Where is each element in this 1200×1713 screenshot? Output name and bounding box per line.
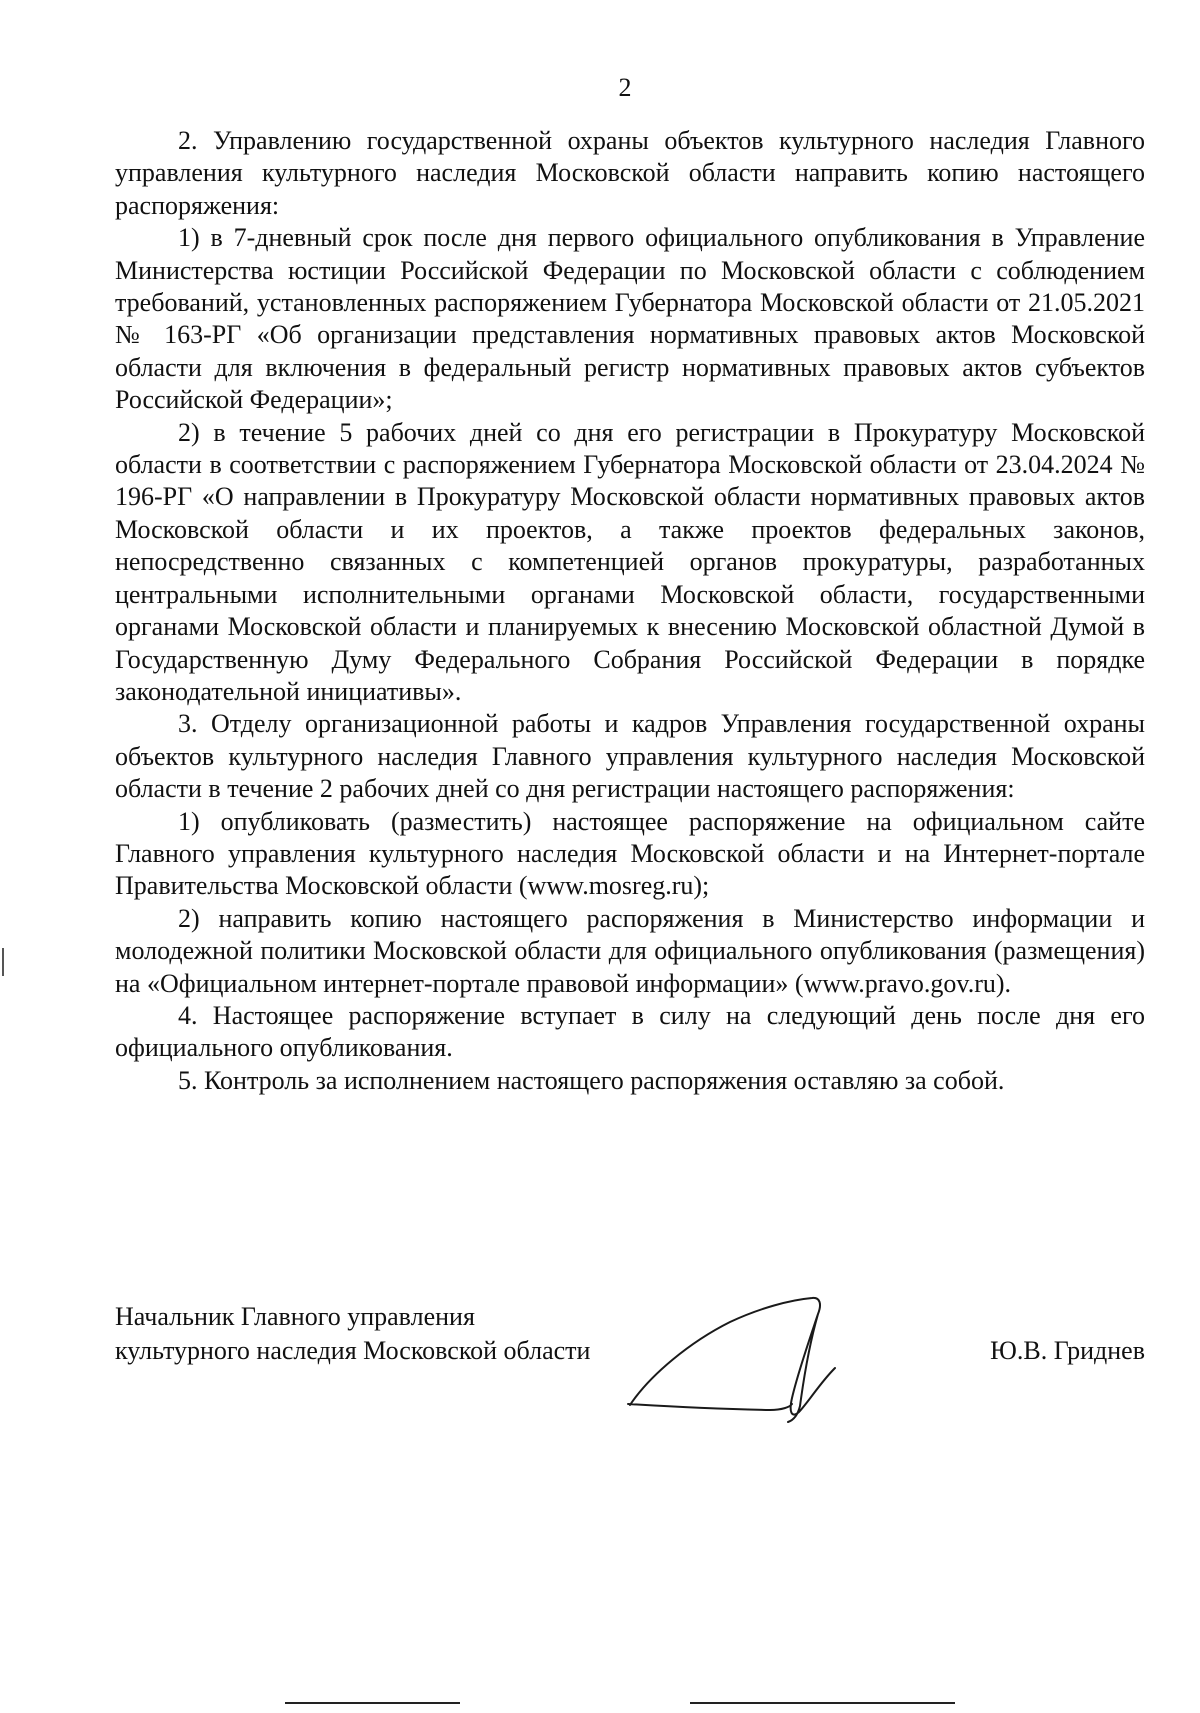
paragraph-3: 3. Отделу организационной работы и кадров Управления государственной охраны объектов культурного наследия Главного управления культурного наследия Московской области в течение 2 рабочих дней со дня регистрации настоящего распоряжения: [115, 709, 1145, 804]
signatory-position [115, 1300, 590, 1368]
signatory-position-line-2: культурного наследия Московской области [115, 1336, 591, 1365]
paragraph-4: 4. Настоящее распоряжение вступает в силу на следующий день после дня его официального опубликования. [115, 1000, 1145, 1063]
signatory-position-line-1: Начальник Главного управления [115, 1302, 475, 1331]
scan-margin-mark [2, 948, 4, 976]
paragraph-3-1: 1) опубликовать (разместить) настоящее распоряжение на официальном сайте Главного управления культурного наследия Московской области и на Интернет-портале Правительства Московской области (www.mosreg.ru); [115, 806, 1145, 901]
page-number: 2 [618, 73, 632, 102]
signatory-name: Ю.В. Гриднев [990, 1336, 1145, 1365]
paragraph-2-2: 2) в течение 5 рабочих дней со дня его регистрации в Прокуратуру Московской области в соответствии с распоряжением Губернатора Московской области от 23.04.2024 № 196-РГ «О направлении в Прокуратуру Московской области нормативных правовых актов Московской области и их проектов, а также проектов федеральных законов, непосредственно связанных с компетенцией органов прокуратуры, разработанных центральными исполнительными органами Московской области, государственными органами Московской области и планируемых к внесению Московской областной Думой в Государственную Думу Федерального Собрания Российской Федерации в порядке законодательной инициативы». [115, 417, 1145, 706]
paragraph-5: 5. Контроль за исполнением настоящего распоряжения оставляю за собой. [178, 1065, 1005, 1095]
paragraph-2-1: 1) в 7-дневный срок после дня первого официального опубликования в Управление Министерства юстиции Российской Федерации по Московской области с соблюдением требований, установленных распоряжением Губернатора Московской области от 21.05.2021 № 163-РГ «Об организации представления нормативных правовых актов Московской области для включения в федеральный регистр нормативных правовых актов субъектов Российской Федерации»; [115, 223, 1145, 415]
scan-bottom-line-right [690, 1702, 955, 1704]
paragraph-2: 2. Управлению государственной охраны объектов культурного наследия Главного управления культурного наследия Московской области направить копию настоящего распоряжения: [115, 126, 1145, 220]
handwritten-signature [620, 1280, 880, 1435]
paragraph-3-2: 2) направить копию настоящего распоряжения в Министерство информации и молодежной политики Московской области для официального опубликования (размещения) на «Официальном интернет-портале правовой информации» (www.pravo.gov.ru). [115, 903, 1145, 998]
scan-bottom-line-left [285, 1702, 460, 1704]
document-body [115, 125, 1145, 1097]
